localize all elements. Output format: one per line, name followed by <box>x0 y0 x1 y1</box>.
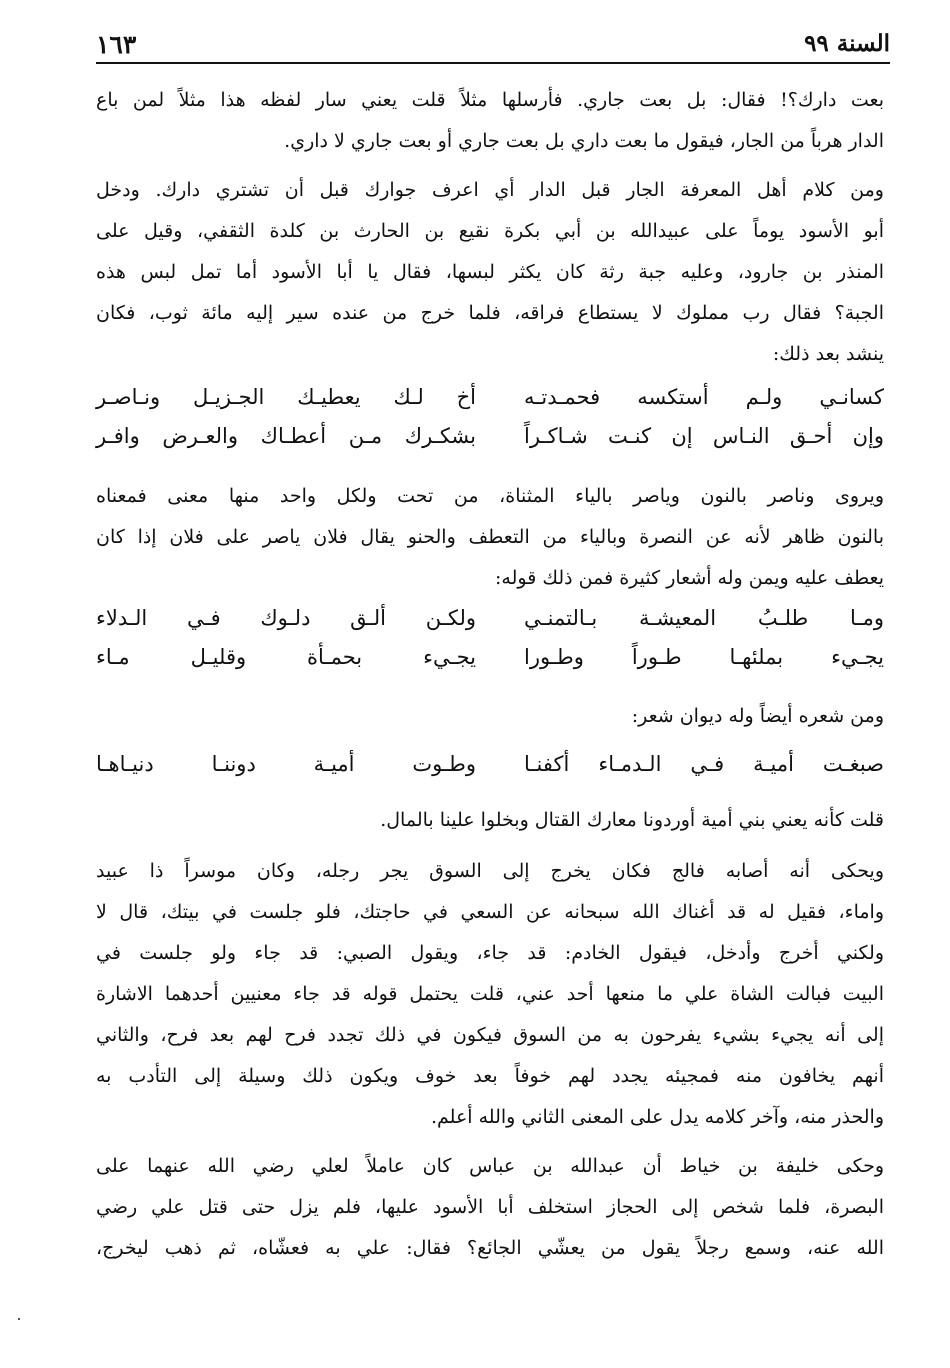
text-line: ومن كلام أهل المعرفة الجار قبل الدار أي اعرف جوارك قبل أن تشتري دارك. ودخل <box>96 179 884 201</box>
verse-first-hemistich: صبغـت أميـة فـي الـدمـاء أكفنـا <box>524 752 884 776</box>
paragraph <box>96 1146 884 1269</box>
text-line: واماء، فقيل له قد أغناك الله سبحانه عن السعي في حاجتك، فلو جلست في بيتك، قال لا <box>96 901 884 923</box>
text-line: أبو الأسود يوماً على عبيدالله بن أبي بكرة نقيع بن الحارث بن كلدة الثقفي، وقيل على <box>96 220 884 242</box>
verse-second-hemistich: أخ لـك يعطيـك الجـزيـل ونـاصـر <box>96 385 476 409</box>
text-line: ومن شعره أيضاً وله ديوان شعر: <box>631 705 884 727</box>
verse-second-hemistich: يجـيء بحمـأة وقليـل مـاء <box>96 645 476 669</box>
text-line: المنذر بن جارود، وعليه جبة رثة كان يكثر لبسها، فقال يا أبا الأسود أما تمل لبس هذه <box>96 261 884 283</box>
page-number: ١٦٣ <box>96 30 137 59</box>
text-line: ويروى وناصر بالنون وياصر بالياء المثناة، من تحت ولكل واحد منها معنى فمعناه <box>96 485 884 507</box>
verse-second-hemistich: بشكـرك مـن أعطـاك والعـرض وافـر <box>96 424 476 448</box>
text-line: وحكى خليفة بن خياط أن عبدالله بن عباس كان عاملاً لعلي رضي الله عنهما على <box>96 1155 884 1177</box>
text-line: البصرة، فلما شخص إلى الحجاز استخلف أبا الأسود عليها، فلم يزل حتى قتل علي رضي <box>96 1196 884 1218</box>
verse-first-hemistich: وإن أحـق النـاس إن كنـت شـاكـراً <box>524 424 884 448</box>
poem-verse <box>96 645 884 685</box>
text-line: الدار هرباً من الجار، فيقول ما بعت داري بل بعت جاري أو بعت جاري لا داري. <box>284 130 884 152</box>
text-line: الله عنه، وسمع رجلاً يقول من يعشّي الجائع؟ فقال: علي به فعشّاه، ثم ذهب ليخرج، <box>96 1237 884 1259</box>
text-line: قلت كأنه يعني بني أمية أوردونا معارك القتال وبخلوا علينا بالمال. <box>380 809 884 831</box>
poem-verse <box>96 385 884 425</box>
paragraph <box>96 696 884 737</box>
text-line: والحذر منه، وآخر كلامه يدل على المعنى الثاني والله أعلم. <box>430 1106 884 1128</box>
verse-first-hemistich: كسانـي ولـم أستكسه فحمـدتـه <box>524 385 884 409</box>
text-line: ولكني أخرج وأدخل، فيقول الخادم: قد جاء، ويقول الصبي: قد جاء ولو جلست في <box>96 942 884 964</box>
text-line: إلى أنه يجيء بشيء يفرحون به من السوق فيكون في ذلك تجدد فرح لهم بعد فرح، والثاني <box>96 1024 884 1046</box>
paragraph <box>96 80 884 162</box>
text-line: بالنون ظاهر لأنه عن النصرة وبالياء من التعطف والحنو يقال فلان ياصر على فلان إذا كان <box>96 526 884 548</box>
year-heading: السنة ٩٩ <box>804 30 890 57</box>
header-divider <box>96 62 890 64</box>
text-line: أنهم يخافون منه فمجيئه يجدد لهم خوفاً بعد خوف ويكون ذلك وسيلة إلى التأدب به <box>96 1065 884 1087</box>
verse-second-hemistich: ولكـن ألـق دلـوك فـي الـدلاء <box>96 606 476 630</box>
text-line: يعطف عليه ويمن وله أشعار كثيرة فمن ذلك قوله: <box>495 567 884 589</box>
text-line: ويحكى أنه أصابه فالج فكان يخرج إلى السوق يجر رجله، وكان موسراً ذا عبيد <box>96 860 884 882</box>
poem-verse <box>96 752 884 792</box>
text-line: الجبة؟ فقال رب مملوك لا يستطاع فراقه، فلما خرج من عنده سير إليه مائة ثوب، فكان <box>96 302 884 324</box>
scan-speck <box>18 1318 20 1320</box>
page-header <box>96 30 890 60</box>
verse-first-hemistich: يجـيء بملئهـا طـوراً وطـورا <box>524 645 884 669</box>
poem-verse <box>96 606 884 646</box>
text-line: البيت فبالت الشاة علي ما منعها أحد عني، قلت يحتمل قوله قد جاء معنيين أحدهما الاشارة <box>96 983 884 1005</box>
paragraph <box>96 476 884 599</box>
verse-second-hemistich: وطـوت أميـة دوننـا دنيـاهـا <box>96 752 476 776</box>
paragraph <box>96 170 884 375</box>
text-line: بعت دارك؟! فقال: بل بعت جاري. فأرسلها مثلاً قلت يعني سار لفظه هذا مثلاً لمن باع <box>96 89 884 111</box>
text-line: ينشد بعد ذلك: <box>772 343 884 365</box>
poem-verse <box>96 424 884 464</box>
paragraph <box>96 800 884 841</box>
paragraph <box>96 851 884 1138</box>
verse-first-hemistich: ومـا طلـبُ المعيشـة بـالتمنـي <box>524 606 884 630</box>
